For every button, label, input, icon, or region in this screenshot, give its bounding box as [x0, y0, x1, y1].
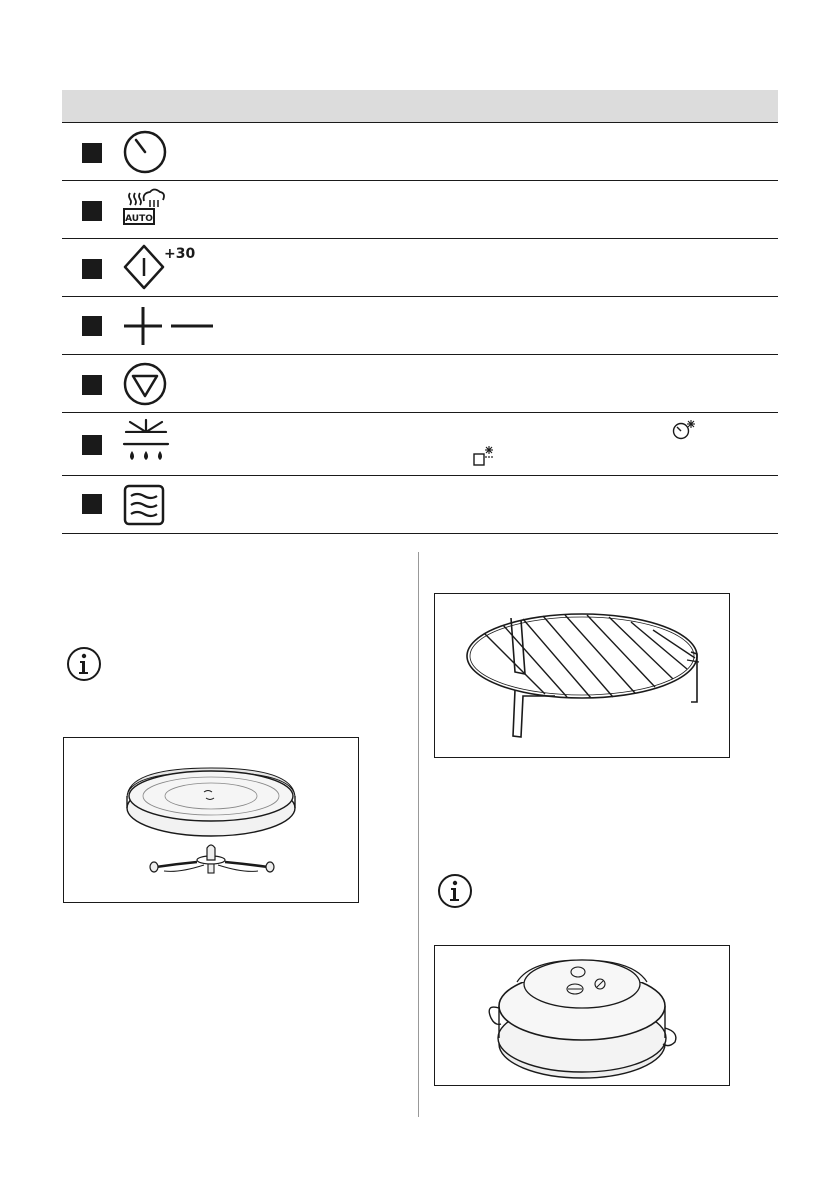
- row-marker: [82, 494, 102, 514]
- row-marker: [82, 259, 102, 279]
- defrost-icon: [122, 418, 170, 468]
- wire-rack-figure: [434, 593, 730, 758]
- auto-cook-icon: [122, 187, 168, 231]
- column-divider: [418, 552, 419, 1117]
- table-row: [62, 413, 778, 476]
- plus30-label: +30: [164, 246, 196, 262]
- row-marker: [82, 143, 102, 163]
- defrost-by-time-icon: [672, 419, 698, 446]
- row-marker: [82, 375, 102, 395]
- table-row: [62, 239, 778, 297]
- table-row: [62, 181, 778, 239]
- plus-minus-icon: [122, 305, 217, 347]
- row-marker: [82, 201, 102, 221]
- row-marker: [82, 435, 102, 455]
- table-row: [62, 297, 778, 355]
- table-row: [62, 123, 778, 181]
- timer-icon: [122, 129, 168, 175]
- row-marker: [82, 316, 102, 336]
- crisp-plate-figure: [434, 945, 730, 1086]
- turntable-figure: [63, 737, 359, 903]
- information-icon: [437, 873, 473, 914]
- defrost-by-weight-icon: [472, 445, 498, 472]
- table-row: [62, 355, 778, 413]
- start-plus30-icon: [122, 243, 196, 293]
- stop-icon: [122, 361, 168, 407]
- svg-text:AUTO: AUTO: [125, 214, 153, 224]
- table-header: [62, 90, 778, 123]
- information-icon: [66, 646, 102, 687]
- symbols-table: [62, 90, 778, 534]
- microwave-icon: [122, 482, 168, 528]
- table-row: [62, 476, 778, 534]
